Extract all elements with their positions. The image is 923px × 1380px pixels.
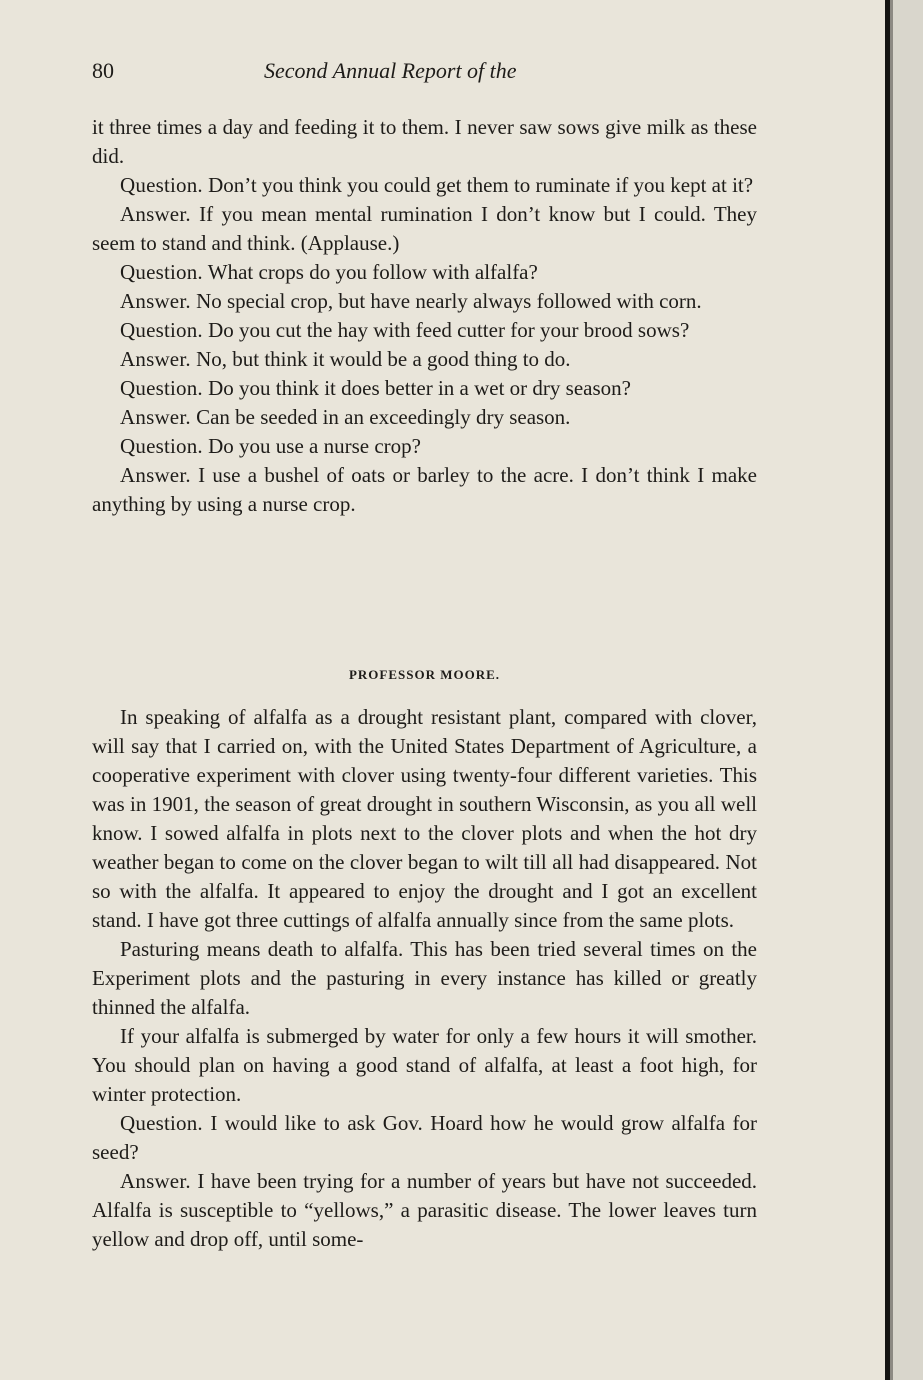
speaker-label: Answer.: [120, 405, 191, 429]
dialogue-line: [92, 316, 757, 345]
dialogue-line: [92, 171, 757, 200]
dialogue-text: Don’t you think you could get them to ruminate if you kept at it?: [208, 173, 754, 197]
speaker-label: Question.: [120, 376, 203, 400]
dialogue-text: Do you use a nurse crop?: [208, 434, 421, 458]
speaker-label: Question.: [120, 318, 203, 342]
speaker-label: Question.: [120, 260, 203, 284]
dialogue-line: [92, 403, 757, 432]
page-edge-line: [885, 0, 890, 1380]
body-paragraph: Pasturing means death to alfalfa. This has been tried several times on the Experiment plots and the pasturing in every instance has killed or greatly thinned the alfalfa.: [92, 937, 757, 1019]
dialogue-text: Do you think it does better in a wet or dry season?: [208, 376, 631, 400]
body-paragraph: In speaking of alfalfa as a drought resistant plant, compared with clover, will say that I carried on, with the United States Department of Agriculture, a cooperative experiment with clover using twenty-four different varieties. This was in 1901, the season of great drought in southern Wisconsin, as you all well know. I sowed alfalfa in plots next to the clover plots and when the hot dry weather began to come on the clover began to wilt till all had disappeared. Not so with the alfalfa. It appeared to enjoy the drought and I got an excellent stand. I have got three cuttings of alfalfa annually since from the same plots.: [92, 705, 757, 932]
speaker-label: Answer.: [120, 1169, 191, 1193]
section-heading: PROFESSOR MOORE.: [348, 667, 501, 682]
binding-shadow: [890, 0, 893, 1380]
dialogue-line: [92, 258, 757, 287]
qa-block-top: [92, 113, 757, 519]
dialogue-text: I would like to ask Gov. Hoard how he would grow alfalfa for seed?: [92, 1111, 758, 1164]
dialogue-text: I use a bushel of oats or barley to the acre. I don’t think I make anything by using a nurse crop.: [92, 463, 757, 516]
facing-page-margin: [893, 0, 923, 1380]
page-header: [92, 58, 757, 88]
dialogue-line: [92, 287, 757, 316]
dialogue-text: What crops do you follow with alfalfa?: [207, 260, 538, 284]
speaker-label: Question.: [120, 1111, 203, 1135]
intro-paragraph: it three times a day and feeding it to them. I never saw sows give milk as these did.: [92, 115, 757, 168]
dialogue-text: If you mean mental rumination I don’t know but I could. They seem to stand and think. (Applause.): [92, 202, 758, 255]
speaker-label: Question.: [120, 173, 203, 197]
speaker-label: Question.: [120, 434, 203, 458]
speaker-label: Answer.: [120, 347, 191, 371]
section-body: [92, 703, 757, 1254]
dialogue-line: [92, 200, 757, 258]
dialogue-text: I have been trying for a number of years but have not succeeded. Alfalfa is susceptible to “yellows,” a parasitic disease. The lower leaves turn yellow and drop off, until some-: [92, 1169, 758, 1251]
speaker-label: Answer.: [120, 202, 191, 226]
running-title: Second Annual Report of the: [264, 58, 517, 83]
speaker-label: Answer.: [120, 463, 191, 487]
dialogue-line: [92, 1109, 757, 1167]
dialogue-text: Do you cut the hay with feed cutter for your brood sows?: [208, 318, 690, 342]
dialogue-text: No, but think it would be a good thing to do.: [196, 347, 571, 371]
dialogue-line: [92, 1167, 757, 1254]
body-paragraph: If your alfalfa is submerged by water for only a few hours it will smother. You should plan on having a good stand of alfalfa, at least a foot high, for winter protection.: [92, 1024, 757, 1106]
dialogue-line: [92, 432, 757, 461]
dialogue-line: [92, 374, 757, 403]
speaker-label: Answer.: [120, 289, 191, 313]
dialogue-line: [92, 461, 757, 519]
page-number: 80: [92, 58, 114, 83]
dialogue-text: Can be seeded in an exceedingly dry season.: [196, 405, 571, 429]
dialogue-line: [92, 345, 757, 374]
dialogue-text: No special crop, but have nearly always followed with corn.: [196, 289, 702, 313]
